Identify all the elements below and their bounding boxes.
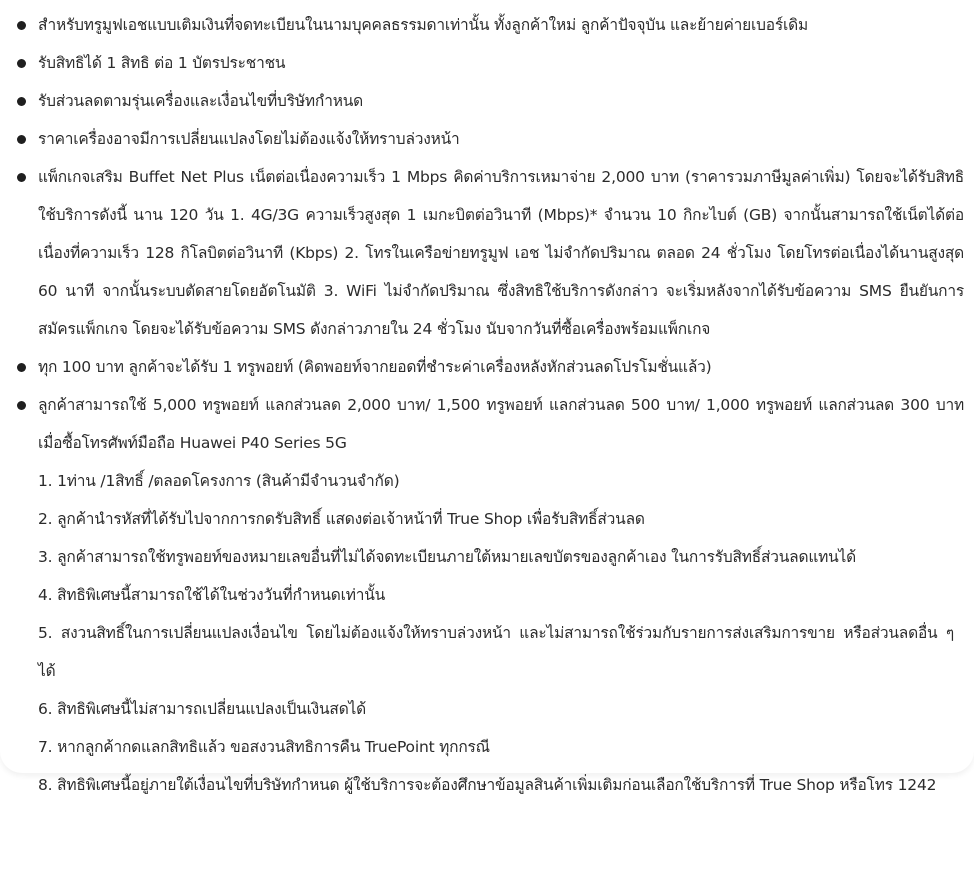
condition-item: 3. ลูกค้าสามารถใช้ทรูพอยท์ของหมายเลขอื่นที่ไม่ได้จดทะเบียนภายใต้หมายเลขบัตรของลูกค้าเอง ในการรับสิทธิ์ส่วนลดแทนได้ <box>38 548 856 566</box>
terms-item <box>0 120 974 158</box>
terms-item-text: ทุก 100 บาท ลูกค้าจะได้รับ 1 ทรูพอยท์ (คิดพอยท์จากยอดที่ชำระค่าเครื่องหลังหักส่วนลดโปรโมชั่นแล้ว) <box>38 358 712 376</box>
bullet-dot-icon <box>17 135 26 144</box>
terms-item-package <box>0 158 974 348</box>
condition-item: 5. สงวนสิทธิ์ในการเปลี่ยนแปลงเงื่อนไข โดยไม่ต้องแจ้งให้ทราบล่วงหน้า และไม่สามารถใช้ร่วมกับรายการส่งเสริมการขาย หรือส่วนลดอื่น ๆ ได้ <box>38 624 954 680</box>
bullet-dot-icon <box>17 97 26 106</box>
bullet-dot-icon <box>17 363 26 372</box>
terms-item <box>0 44 974 82</box>
terms-item-truepoint <box>0 386 974 804</box>
condition-item: 2. ลูกค้านำรหัสที่ได้รับไปจากการกดรับสิทธิ์ แสดงต่อเจ้าหน้าที่ True Shop เพื่อรับสิทธิ์ส่วนลด <box>38 510 645 528</box>
bullet-dot-icon <box>17 59 26 68</box>
terms-list <box>0 6 974 804</box>
truepoint-conditions-list <box>38 462 964 804</box>
bullet-dot-icon <box>17 173 26 182</box>
terms-item-text: รับสิทธิได้ 1 สิทธิ ต่อ 1 บัตรประชาชน <box>38 54 286 72</box>
bullet-dot-icon <box>17 21 26 30</box>
condition-item: 1. 1ท่าน /1สิทธิ์ /ตลอดโครงการ (สินค้ามีจำนวนจำกัด) <box>38 472 400 490</box>
terms-item-text: ราคาเครื่องอาจมีการเปลี่ยนแปลงโดยไม่ต้องแจ้งให้ทราบล่วงหน้า <box>38 130 460 148</box>
condition-item: 6. สิทธิพิเศษนี้ไม่สามารถเปลี่ยนแปลงเป็นเงินสดได้ <box>38 700 367 718</box>
terms-item-text: แพ็กเกจเสริม Buffet Net Plus เน็ตต่อเนื่องความเร็ว 1 Mbps คิดค่าบริการเหมาจ่าย 2,000 บาท (ราคารวมภาษีมูลค่าเพิ่ม) โดยจะได้รับสิทธิใช้บริการดังนี้ นาน 120 วัน 1. 4G/3G ความเร็วสูงสุด 1 เมกะบิตต่อวินาที (Mbps)* จำนวน 10 กิกะไบต์ (GB) จากนั้นสามารถใช้เน็ตได้ต่อเนื่องที่ความเร็ว 128 กิโลบิตต่อวินาที (Kbps) 2. โทรในเครือข่ายทรูมูฟ เอช ไม่จำกัดปริมาณ ตลอด 24 ชั่วโมง โดยโทรต่อเนื่องได้นานสูงสุด 60 นาที จากนั้นระบบตัดสายโดยอัตโนมัติ 3. WiFi ไม่จำกัดปริมาณ ซึ่งสิทธิใช้บริการดังกล่าว จะเริ่มหลังจากได้รับข้อความ SMS ยืนยันการสมัครแพ็กเกจ โดยจะได้รับข้อความ SMS ดังกล่าวภายใน 24 ชั่วโมง นับจากวันที่ซื้อเครื่องพร้อมแพ็กเกจ <box>38 168 964 338</box>
terms-item <box>0 348 974 386</box>
terms-item <box>0 6 974 44</box>
condition-item: 4. สิทธิพิเศษนี้สามารถใช้ได้ในช่วงวันที่กำหนดเท่านั้น <box>38 586 386 604</box>
condition-item: 8. สิทธิพิเศษนี้อยู่ภายใต้เงื่อนไขที่บริษัทกำหนด ผู้ใช้บริการจะต้องศึกษาข้อมูลสินค้าเพิ่มเติมก่อนเลือกใช้บริการที่ True Shop หรือโทร 1242 <box>38 776 937 794</box>
terms-item <box>0 82 974 120</box>
terms-item-text: ลูกค้าสามารถใช้ 5,000 ทรูพอยท์ แลกส่วนลด 2,000 บาท/ 1,500 ทรูพอยท์ แลกส่วนลด 500 บาท/ 1,000 ทรูพอยท์ แลกส่วนลด 300 บาท เมื่อซื้อโทรศัพท์มือถือ Huawei P40 Series 5G <box>38 396 964 452</box>
terms-item-text: สำหรับทรูมูฟเอชแบบเติมเงินที่จดทะเบียนในนามบุคคลธรรมดาเท่านั้น ทั้งลูกค้าใหม่ ลูกค้าปัจจุบัน และย้ายค่ายเบอร์เดิม <box>38 16 809 34</box>
terms-item-text: รับส่วนลดตามรุ่นเครื่องและเงื่อนไขที่บริษัทกำหนด <box>38 92 364 110</box>
condition-item: 7. หากลูกค้ากดแลกสิทธิแล้ว ขอสงวนสิทธิการคืน TruePoint ทุกกรณี <box>38 738 490 756</box>
bullet-dot-icon <box>17 401 26 410</box>
